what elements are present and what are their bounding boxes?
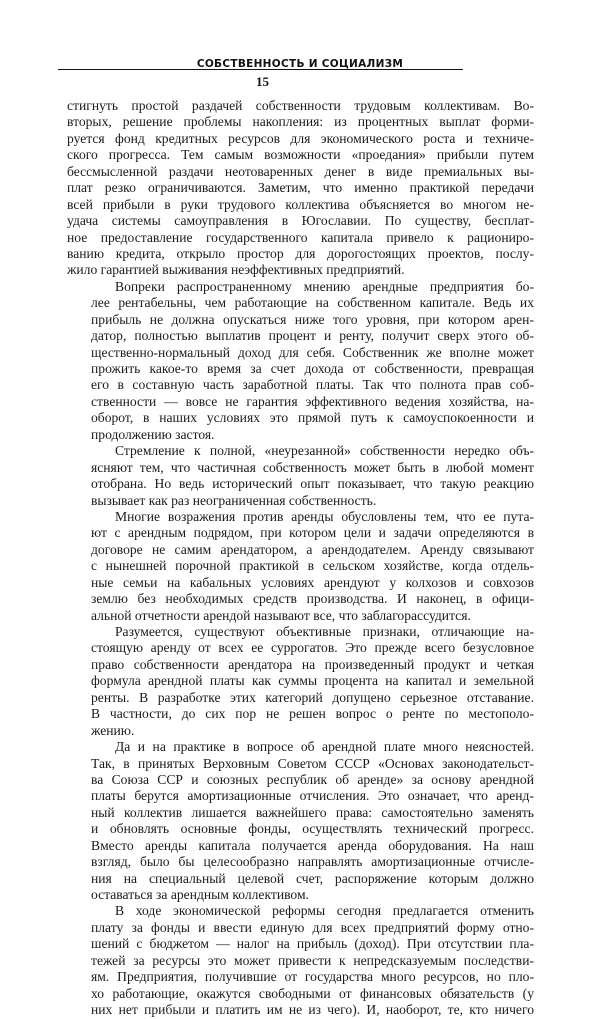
- paragraph: [67, 739, 534, 903]
- paragraph: [67, 443, 534, 509]
- paragraph: [67, 624, 534, 739]
- text-line: лее рентабельны, чем работающие на собственном капитале. Ведь их: [91, 295, 534, 311]
- running-title: СОБСТВЕННОСТЬ И СОЦИАЛИЗМ: [196, 58, 404, 70]
- text-line: стигнуть простой раздачей собственности трудовым коллективам. Во-: [67, 98, 534, 113]
- text-line: стоящую аренду от всех ее суррогатов. Это прежде всего безусловное: [91, 640, 534, 656]
- text-line: взгляд, было бы целесообразно направлять амортизационные отчисле-: [91, 854, 534, 870]
- text-line: ют с арендным подрядом, при котором цели и задачи определяются в: [91, 525, 534, 541]
- text-line: ственности — вовсе не гарантия эффективного ведения хозяйства, на-: [91, 393, 534, 409]
- text-line: удача системы самоуправления в Югославии. По существу, бесплат-: [67, 213, 534, 229]
- paragraph: [67, 279, 534, 443]
- text-line: прожить какое-то время за счет дохода от собственности, превращая: [91, 361, 534, 376]
- body-text: [67, 98, 534, 1019]
- paragraph: [67, 98, 534, 279]
- text-line: В частности, до сих пор не решен вопрос о ренте по местополо-: [91, 706, 534, 722]
- text-line: прибыль не должна опускаться ниже того уровня, при котором арен-: [91, 311, 534, 327]
- text-line: всей прибыли в руки трудового коллектива объясняется во многом не-: [67, 196, 534, 212]
- text-line: ный коллектив лишается важнейшего права: самостоятельно заменять: [91, 804, 534, 820]
- text-line: с нынешней порочной практикой в сельском хозяйстве, когда отдель-: [91, 558, 534, 574]
- text-line: плату за фонды и ввести единую для всех предприятий форму отно-: [91, 919, 534, 935]
- text-line: Вместо аренды капитала получается аренда оборудования. На наш: [91, 837, 534, 853]
- text-line: плат резко ограничиваются. Заметим, что именно практикой передачи: [67, 180, 534, 196]
- text-line: тежей за ресурсы это может привести к непредсказуемым последстви-: [91, 952, 534, 968]
- text-line: щественно-нормальный доход для себя. Собственник же вполне может: [91, 344, 534, 360]
- text-line: бессмысленной раздачи неотоваренных денег в виде премиальных вы-: [67, 163, 534, 179]
- text-line: его в составную часть заработной платы. Так что полнота прав соб-: [91, 377, 534, 393]
- text-line: Да и на практике в вопросе об арендной плате много неясностей.: [115, 739, 534, 755]
- text-line: Стремление к полной, «неурезанной» собственности нередко объ-: [115, 443, 534, 459]
- text-line: вторых, решение проблемы накопления: из процентных выплат форми-: [67, 114, 534, 130]
- text-line: Вопреки распространенному мнению арендные предприятия бо-: [115, 278, 534, 294]
- paragraph: [67, 903, 534, 1018]
- text-line: альной отчетности арендой называют все, что заблагорассудится.: [91, 607, 471, 623]
- text-line: договоре не самим арендатором, а арендодателем. Аренду связывают: [91, 541, 534, 557]
- text-line: ва Союза ССР и союзных республик об аренде» за основу арендной: [91, 771, 534, 787]
- text-line: и обновлять основные фонды, осуществлять технический прогресс.: [91, 821, 534, 837]
- text-line: В ходе экономической реформы сегодня предлагается отменить: [115, 903, 534, 919]
- text-line: отобрана. Но ведь исторический опыт показывает, что такую реакцию: [91, 476, 534, 492]
- text-line: формула арендной платы как суммы процента на капитал и земельной: [91, 673, 534, 689]
- text-line: них нет прибыли и платить им не из чего). И, наоборот, те, кто ничего: [91, 1002, 534, 1018]
- text-line: хо работающие, окажутся свободными от финансовых обязательств (у: [91, 985, 534, 1001]
- text-line: руется фонд кредитных ресурсов для экономического роста и техниче-: [67, 130, 534, 146]
- text-line: ное предоставление государственного капитала привело к рациониро-: [67, 229, 534, 245]
- text-line: платы берутся амортизационные отчисления. Это означает, что аренд-: [91, 788, 534, 804]
- header-rule: [58, 69, 463, 70]
- text-line: ния на специальный целевой счет, распоряжение которым должно: [91, 870, 534, 886]
- text-line: вызывает как раз неограниченная собственность.: [91, 492, 377, 508]
- text-line: право собственности арендатора на произведенный продукт и четкая: [91, 656, 534, 672]
- text-line: Многие возражения против аренды обусловлены тем, что ее пута-: [115, 508, 534, 524]
- text-line: продолжению застоя.: [91, 426, 215, 442]
- text-line: ского прогресса. Тем самым возможности «проедания» прибыли путем: [67, 147, 534, 163]
- text-line: ренты. В разработке этих категорий допущено серьезное отставание.: [91, 689, 534, 705]
- text-line: ванию кредита, открыло простор для дорогостоящих проектов, послу-: [67, 245, 534, 261]
- text-line: оборот, в наших условиях это прямой путь к самоуспокоенности и: [91, 410, 534, 426]
- text-line: Разумеется, существуют объективные признаки, отличающие на-: [115, 624, 534, 639]
- text-line: жению.: [91, 722, 135, 738]
- text-line: ясняют тем, что частичная собственность может быть в любой момент: [91, 459, 534, 475]
- text-line: ям. Предприятия, получившие от государства много ресурсов, но пло-: [91, 969, 534, 985]
- text-line: датор, полностью выплатив процент и ренту, получит сверх этого об-: [91, 328, 534, 344]
- text-line: жило гарантией выживания неэффективных предприятий.: [67, 262, 405, 278]
- text-line: шений с бюджетом — налог на прибыль (доход). При отсутствии пла-: [91, 936, 534, 952]
- text-line: землю без необходимых средств производства. И наконец, в офици-: [91, 591, 534, 607]
- text-line: Так, в принятых Верховным Советом СССР «Основах законодательст-: [91, 755, 534, 771]
- paragraph: [67, 509, 534, 624]
- text-line: оставаться за арендным коллективом.: [91, 887, 309, 902]
- text-line: ные семьи на кабальных условиях арендуют у колхозов и совхозов: [91, 574, 534, 590]
- page-number: 15: [256, 74, 269, 89]
